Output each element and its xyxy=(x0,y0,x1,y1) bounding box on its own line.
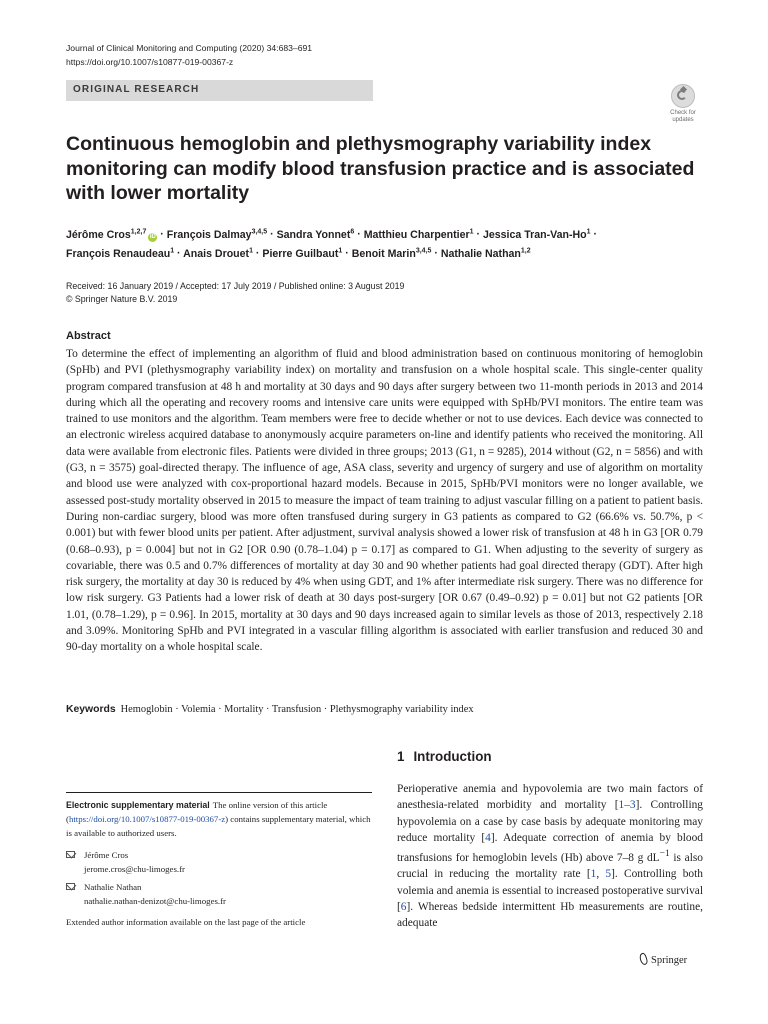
author-affiliation: 3,4,5 xyxy=(251,228,268,235)
check-for-updates-icon xyxy=(671,84,695,108)
section-bar xyxy=(66,80,373,101)
esm-link[interactable]: https://doi.org/10.1007/s10877-019-00367-z xyxy=(68,814,226,825)
supplementary-note: Electronic supplementary material The online version of this article (https://doi.org/10.1007/s10877-019-00367-z) contains supplementary material, which is available to authorized users. xyxy=(66,800,371,839)
envelope-icon xyxy=(66,851,75,858)
author-affiliation: 1 xyxy=(170,247,175,255)
contact-name: Nathalie Nathan xyxy=(84,882,142,892)
author-name: François Renaudeau xyxy=(66,247,171,260)
footnote-divider xyxy=(66,792,372,793)
contact-email[interactable]: jerome.cros@chu-limoges.fr xyxy=(84,864,185,874)
author-name: Matthieu Charpentier xyxy=(363,228,470,241)
dates-line: Received: 16 January 2019 / Accepted: 17 July 2019 / Published online: 3 August 2019 xyxy=(66,281,405,291)
author-name: Anais Drouet xyxy=(183,247,250,260)
journal-header xyxy=(66,41,526,69)
article-title: Continuous hemoglobin and plethysmography variability index monitoring can modify blood transfusion practice and is associated with lower mortality xyxy=(66,133,695,204)
author[interactable] xyxy=(262,248,342,260)
author-affiliation: 1,2 xyxy=(520,247,531,255)
author-affiliation: 1 xyxy=(586,228,591,235)
abstract-body: To determine the effect of implementing an algorithm of fluid and blood administration based on continuous monitoring of hemoglobin (SpHb) and PVI (plethysmography variability index) on mortality and transfusion on a whole hospital scale. This single-center quality program compared transfusion at 48 h and mortality at 30 days and 90 days after surgery between two 11-month periods in 2013 and 2014 during which all the operating and recovery rooms and intensive care units were equipped with SpHb/PVI monitors. The entire team was trained to use monitors and the algorithm. Team members were free to decide whether or not to use devices. Each device was connected to an electronic wireless acquired database to anonymously acquire parameters on-line and identify patients who received the monitoring. All data were available from electronic files. Patients were divided in three groups; 2013 (G1, n = 9285), 2014 without (G2, n = 5856) and with (G3, n = 3575) goal-directed therapy. The influence of age, ASA class, severity and urgency of surgery and use of algorithm on mortality and blood use were analyzed with cox-proportional hazard models. Because in 2015, SpHb/PVI monitors were no longer available, we assessed post-study mortality observed in 2015 to measure the impact of team training to adjust vascular filling on a patient to patient basis. During non-cardiac surgery, blood was more often transfused during surgery in G3 patients as compared to G2 (66.6% vs. 50.7%, p < 0.001) but with fewer blood units per patient. After adjustment, survival analysis showed a lower risk of transfusion at 48 h in G3 [OR 0.79 (0.68–0.93), p = 0.004] but not in G2 [OR 0.90 (0.78–1.04) p = 0.17] as compared to G1. When adjusting to the severity of surgery as covariable, there was 0.5 and 0.7% differences of mortality at day 30 and 90 whether patients had goal directed therapy (GDT). After high risk surgery, the mortality at day 30 is reduced by 4% when using GDT, and 1% after intermediate risk surgery. There was no difference for low risk surgery. G3 Patients had a lower risk of death at 30 days post-surgery [OR 0.67 (0.49–0.92) p = 0.01] but not G2 patients [OR 1.01, (0.78–1.29), p = 0.96]. In 2015, mortality at 30 days and 90 days increased again to similar levels as those of 2013, respectively 2.18 and 3.09%. Monitoring SpHb and PVI integrated in a vascular filling algorithm is associated with earlier transfusion and reduced 30 and 90-day mortality on a whole hospital scale. xyxy=(66,348,703,654)
section-title: Introduction xyxy=(413,749,492,764)
author[interactable] xyxy=(66,248,174,260)
author-affiliation: 6 xyxy=(350,228,355,235)
contact-author-2 xyxy=(66,880,366,908)
esm-label: Electronic supplementary material xyxy=(66,800,210,810)
extended-author-info: Extended author information available on the last page of the article xyxy=(66,917,306,927)
introduction-heading xyxy=(397,749,492,764)
author-name: Nathalie Nathan xyxy=(440,247,521,260)
publisher-logo xyxy=(638,953,687,966)
author-affiliation: 3,4,5 xyxy=(415,247,432,255)
author[interactable] xyxy=(183,248,253,260)
author-affiliation: 1,2,7 xyxy=(130,228,147,235)
section-number: 1 xyxy=(397,749,405,764)
author-name: Jérôme Cros xyxy=(66,228,131,241)
citation-link[interactable]: 1–3 xyxy=(618,799,636,812)
contact-email[interactable]: nathalie.nathan-denizot@chu-limoges.fr xyxy=(84,896,226,906)
section-label: ORIGINAL RESEARCH xyxy=(73,84,200,95)
keywords xyxy=(66,703,706,717)
author[interactable] xyxy=(66,229,157,241)
author[interactable] xyxy=(277,229,355,241)
citation-link[interactable]: 6 xyxy=(400,900,407,913)
author-name: Sandra Yonnet xyxy=(276,228,351,241)
contact-name: Jérôme Cros xyxy=(84,850,129,860)
author[interactable] xyxy=(483,229,591,241)
abstract-heading: Abstract xyxy=(66,330,111,342)
author-name: Pierre Guilbaut xyxy=(262,247,339,260)
author-name: Jessica Tran-Van-Ho xyxy=(482,228,587,241)
publication-dates xyxy=(66,280,666,306)
keywords-label: Keywords xyxy=(66,704,116,715)
author[interactable] xyxy=(167,229,267,241)
keywords-text: Hemoglobin · Volemia · Mortality · Transfusion · Plethysmography variability index xyxy=(120,704,474,715)
copyright-line: © Springer Nature B.V. 2019 xyxy=(66,294,178,304)
journal-doi[interactable]: https://doi.org/10.1007/s10877-019-00367-z xyxy=(66,57,234,67)
author-list: Jérôme Cros$^{1,2,7}$iD · François Dalmay$^{3,4,5}$ · Sandra Yonnet$^6$ · Matthieu Charpentier$^1$ · Jessica Tran-$Van-Ho^1$ · François Renaudeau$^1$ · Anais Drouet$^1$ · Pierre Guilbaut$^1$ · Benoit Marin$^{3,4,5}$ · Nathalie Nathan$^{1,2}$ xyxy=(66,228,597,260)
contact-author-1 xyxy=(66,848,366,876)
author-affiliation: 1 xyxy=(249,247,253,255)
author[interactable] xyxy=(364,229,474,241)
journal-citation: Journal of Clinical Monitoring and Computing (2020) 34:683–691 xyxy=(66,43,313,53)
orcid-icon[interactable]: iD xyxy=(149,233,156,240)
superscript: −1 xyxy=(659,849,670,860)
introduction-body: Perioperative anemia and hypovolemia are two main factors of anesthesia-related morbidity and mortality [1–3]. Controlling hypovolemia on a case by case basis by adequate monitoring may reduce mortality [4]. Adequate correction of anemia by blood transfusions for hemoglobin levels (Hb) above 7–8 g $dL^{-1}$ is also crucial in reducing the mortality rate [1, 5]. Controlling both volemia and anemia is essential to increased postoperative survival [6]. Whereas bedside intermittent Hb measurements are routine, adequate xyxy=(397,783,704,930)
author-affiliation: 1 xyxy=(469,228,474,235)
citation-link[interactable]: 1 xyxy=(590,868,597,881)
check-updates-line1: Check for xyxy=(670,110,696,116)
author-name: Benoit Marin xyxy=(351,247,416,260)
author-affiliation: 1 xyxy=(338,247,343,255)
author[interactable] xyxy=(441,248,531,260)
publisher-name: Springer xyxy=(651,955,688,966)
check-for-updates-badge[interactable] xyxy=(664,84,702,124)
citation-link[interactable]: 5 xyxy=(605,868,612,881)
springer-horse-icon xyxy=(638,953,648,965)
author[interactable] xyxy=(352,248,432,260)
check-updates-line2: updates xyxy=(672,117,694,123)
citation-link[interactable]: 4 xyxy=(485,831,491,844)
envelope-icon xyxy=(66,883,75,890)
author-name: François Dalmay xyxy=(166,228,252,241)
